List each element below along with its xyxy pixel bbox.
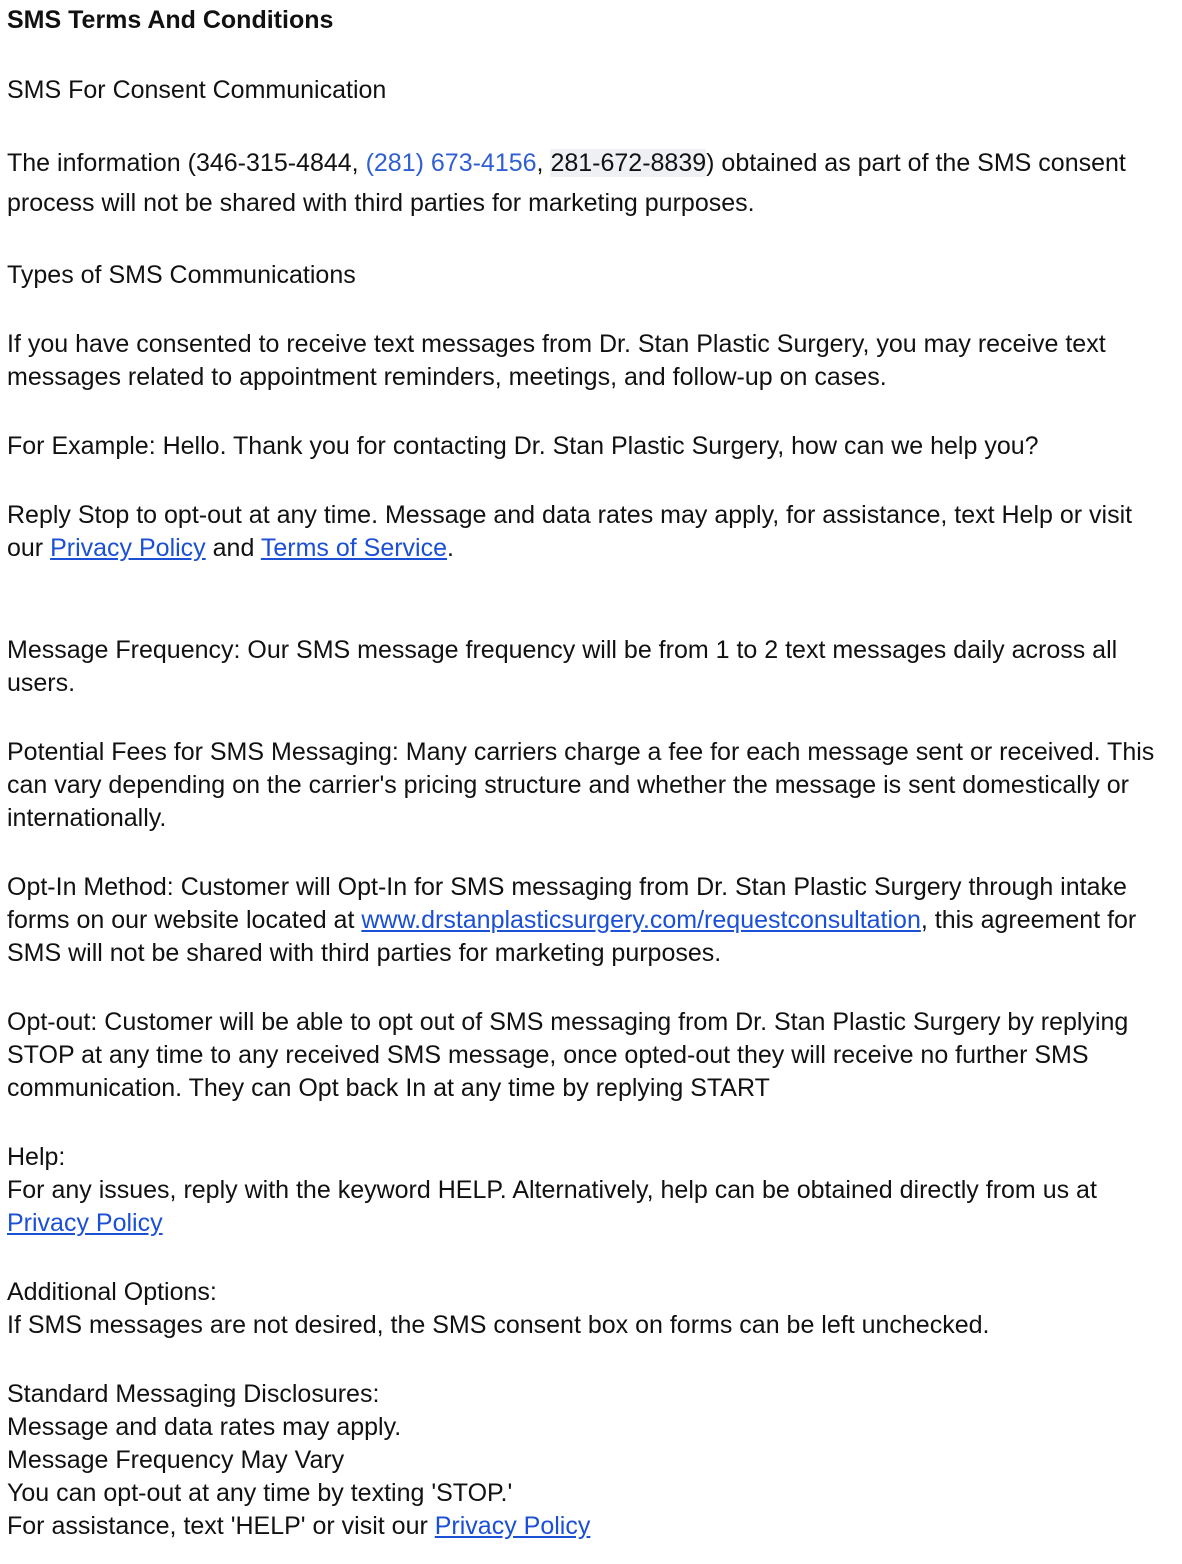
types-paragraph: If you have consented to receive text messages from Dr. Stan Plastic Surgery, you may receive text messages related to appointment reminders, meetings, and follow-up on cases. xyxy=(7,330,1106,391)
page-title: SMS Terms And Conditions xyxy=(7,6,334,34)
types-heading: Types of SMS Communications xyxy=(7,261,356,289)
request-consultation-link[interactable]: www.drstanplasticsurgery.com/requestconsultation xyxy=(361,906,921,934)
optin-end: , this agreement for SMS will not be shared with third parties for marketing purposes. xyxy=(7,906,1137,967)
reply-end: . xyxy=(447,534,454,562)
example-paragraph: For Example: Hello. Thank you for contacting Dr. Stan Plastic Surgery, how can we help you? xyxy=(7,432,1039,460)
reply-text: Reply Stop to opt-out at any time. Message and data rates may apply, for assistance, text Help or visit our xyxy=(7,501,1133,562)
optin-text: Opt-In Method: Customer will Opt-In for SMS messaging from Dr. Stan Plastic Surgery through intake forms on our website located at xyxy=(7,873,1127,934)
disclosure-line-4 xyxy=(7,1510,1175,1543)
reply-and: and xyxy=(205,534,261,562)
info-prefix: The information ( xyxy=(7,149,196,177)
phone-number-1: 346-315-4844 xyxy=(195,149,352,177)
phone-number-3-highlighted: 281-672-8839 xyxy=(550,149,707,177)
frequency-paragraph: Message Frequency: Our SMS message frequency will be from 1 to 2 text messages daily across all users. xyxy=(7,636,1118,697)
disclosure-line-2: Message Frequency May Vary xyxy=(7,1446,345,1474)
optin-paragraph xyxy=(7,871,1175,970)
optout-paragraph: Opt-out: Customer will be able to opt out of SMS messaging from Dr. Stan Plastic Surgery by replying STOP at any time to any received SMS message, once opted-out they will receive no further SMS communication. They can Opt back In at any time by replying START xyxy=(7,1008,1129,1102)
help-text: For any issues, reply with the keyword HELP. Alternatively, help can be obtained directly from us at xyxy=(7,1176,1097,1204)
info-separator: , xyxy=(351,149,366,177)
disclosures-heading: Standard Messaging Disclosures: xyxy=(7,1380,380,1408)
additional-options-text: If SMS messages are not desired, the SMS consent box on forms can be left unchecked. xyxy=(7,1311,990,1339)
terms-of-service-link[interactable]: Terms of Service xyxy=(260,534,448,562)
help-paragraph xyxy=(7,1174,1175,1240)
disclosure-line-3: You can opt-out at any time by texting 'STOP.' xyxy=(7,1479,513,1507)
reply-paragraph xyxy=(7,499,1175,565)
info-suffix: ) obtained as part of the SMS consent process will not be shared with third parties for marketing purposes. xyxy=(7,149,1126,217)
additional-options-heading: Additional Options: xyxy=(7,1278,217,1306)
help-privacy-policy-link[interactable]: Privacy Policy xyxy=(7,1209,163,1237)
information-paragraph xyxy=(7,143,1175,223)
help-heading: Help: xyxy=(7,1143,66,1171)
phone-number-2-link[interactable]: (281) 673-4156 xyxy=(365,149,537,177)
privacy-policy-link[interactable]: Privacy Policy xyxy=(50,534,206,562)
info-separator: , xyxy=(536,149,551,177)
disclosure-line-4-text: For assistance, text 'HELP' or visit our xyxy=(7,1512,435,1540)
disclosure-line-1: Message and data rates may apply. xyxy=(7,1413,402,1441)
fees-paragraph: Potential Fees for SMS Messaging: Many carriers charge a fee for each message sent or received. This can vary depending on the carrier's pricing structure and whether the message is sent domestically or internationally. xyxy=(7,738,1155,832)
consent-subtitle: SMS For Consent Communication xyxy=(7,76,387,104)
disclosures-privacy-policy-link[interactable]: Privacy Policy xyxy=(434,1512,591,1540)
